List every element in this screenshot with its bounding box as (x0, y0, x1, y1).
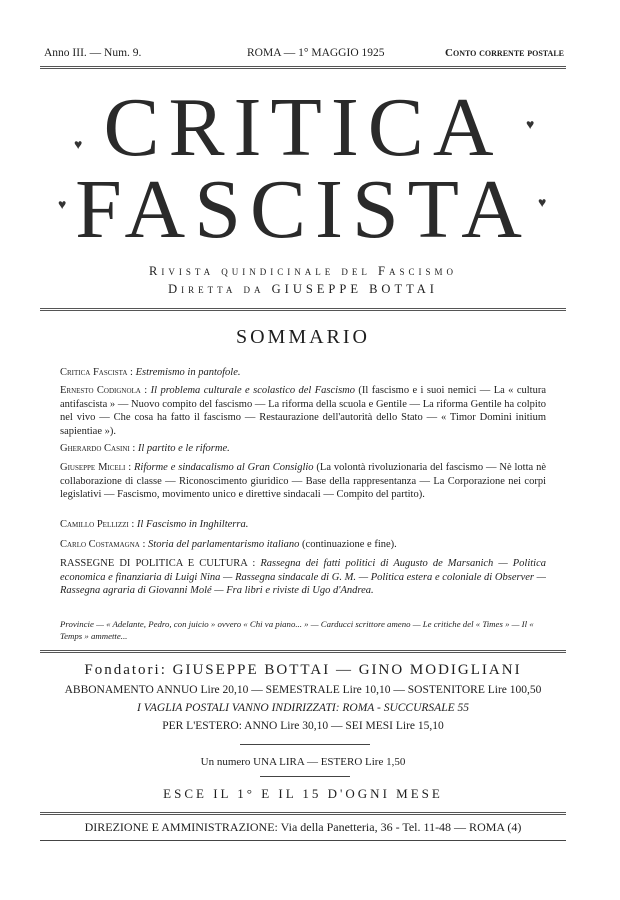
entry-title: Il partito e le riforme. (137, 443, 230, 454)
heart-ornament-icon: ♥ (538, 196, 547, 211)
contents-entry: Ernesto Codignola : Il problema culturale e scolastico del Fascismo (Il fascismo e i suoi nemici — La « cultura antifascista » — Nuovo compito del fascismo — La riforma della scuola e Gentile — La riforma Gentile ha colpito nel vivo — Che cosa ha fatto il fascismo — Restaurazione dell'autorità dello Stato — « Timor Domini initium sapientiae »). (60, 385, 546, 437)
short-divider (240, 744, 370, 745)
postal-account: Conto corrente postale (445, 47, 564, 59)
issue-header (44, 47, 564, 63)
entry-author: Camillo Pellizzi (60, 519, 129, 530)
contents-title: SOMMARIO (235, 326, 371, 348)
masthead-critica: CRITICA (103, 81, 503, 174)
heart-ornament-icon: ♥ (74, 138, 83, 153)
single-issue-price: Un numero UNA LIRA — ESTERO Lire 1,50 (200, 756, 406, 768)
masthead-subtitle: Rivista quindicinale del Fascismo (149, 264, 457, 278)
bottom-rule (40, 812, 566, 815)
entry-author: Critica Fascista (60, 367, 128, 378)
entry-author: RASSEGNE DI POLITICA E CULTURA (60, 558, 248, 569)
short-divider (260, 776, 350, 777)
provincie-note: Provincie — « Adelante, Pedro, con juicio » ovvero « Chi va piano... » — Carducci scrittore ameno — Le critiche del « Times » — Il « Temps » ammette... (60, 619, 534, 641)
entry-author: Gherardo Casini (60, 443, 130, 454)
entry-author: Carlo Costamagna (60, 539, 140, 550)
heart-ornament-icon: ♥ (58, 198, 67, 213)
header-rule (40, 66, 566, 69)
contents-entry: Critica Fascista : Estremismo in pantofole. (60, 367, 241, 378)
address-line: DIREZIONE E AMMINISTRAZIONE: Via della Panetteria, 36 - Tel. 11-48 — ROMA (4) (84, 820, 522, 834)
entry-title: Il problema culturale e scolastico del Fascismo (150, 385, 356, 396)
bottom-line (40, 840, 566, 841)
issue-number: Anno III. — Num. 9. (44, 47, 142, 59)
founders: Fondatori: GIUSEPPE BOTTAI — GINO MODIGLIANI (84, 662, 522, 678)
entry-author: Ernesto Codignola (60, 385, 141, 396)
masthead-director: Diretta da GIUSEPPE BOTTAI (168, 282, 438, 296)
contents-entry: RASSEGNE DI POLITICA E CULTURA : Rassegna dei fatti politici di Augusto de Marsanich — Politica economica e finanziaria di Luigi Nina — Rassegna sindacale di G. M. — Politica estera e coloniale di Observer — Rassegna agraria di Giovanni Molé — Fra libri e riviste di Ugo d'Andrea. (60, 558, 547, 597)
entry-author: Giuseppe Miceli (60, 462, 126, 473)
entry-title: Rassegna dei fatti politici di Augusto de Marsanich — Politica economica e finanziaria di Luigi Nina — Rassegna sindacale di G. M. — Politica estera e coloniale di Observer — Rassegna agraria di Giovanni Molé — Fra libri e riviste di Ugo d'Andrea. (60, 558, 547, 597)
entry-title: Storia del parlamentarismo italiano (148, 539, 300, 550)
entry-title: Riforme e sindacalismo al Gran Consiglio (134, 462, 314, 473)
masthead-rule (40, 308, 566, 311)
entry-details: (Il fascismo e i suoi nemici — La « cultura antifascista » — Nuovo compito del fascismo — La riforma della scuola e Gentile — La riforma Gentile ha colpito nel vivo — Che cosa ha fatto il fascismo — Restaurazione dell'autorità dello Stato — « Timor Domini initium sapientiae »). (60, 385, 546, 437)
entry-title: Il Fascismo in Inghilterra. (136, 519, 249, 530)
contents-entry: Gherardo Casini : Il partito e le riforme. (60, 443, 230, 454)
issue-date: ROMA — 1° MAGGIO 1925 (247, 47, 385, 59)
foreign-rates: PER L'ESTERO: ANNO Lire 30,10 — SEI MESI Lire 15,10 (162, 720, 444, 732)
contents-entry: Carlo Costamagna : Storia del parlamentarismo italiano (continuazione e fine). (60, 539, 397, 550)
entry-details: (La volontà rivoluzionaria del fascismo — Nè lotta nè collaborazione di classe — Riconoscimento giuridico — Base della rappresentanza — La Corporazione nei corpi legislativi — Fascismo, movimento unico e direttive sindacali — Compito del partito). (60, 462, 546, 501)
publication-schedule: ESCE IL 1° E IL 15 D'OGNI MESE (163, 786, 443, 801)
masthead-fascista: FASCISTA (75, 163, 531, 256)
contents-entry: Giuseppe Miceli : Riforme e sindacalismo al Gran Consiglio (La volontà rivoluzionaria del fascismo — Nè lotta nè collaborazione di classe — Riconoscimento giuridico — Base della rappresentanza — La Corporazione nei corpi legislativi — Fascismo, movimento unico e direttive sindacali — Compito del partito). (60, 462, 546, 501)
footer-rule (40, 650, 566, 653)
contents-entry: Camillo Pellizzi : Il Fascismo in Inghilterra. (60, 519, 249, 530)
subscription-rates: ABBONAMENTO ANNUO Lire 20,10 — SEMESTRALE Lire 10,10 — SOSTENITORE Lire 100,50 (64, 684, 542, 696)
entry-title: Estremismo in pantofole. (135, 367, 241, 378)
postal-orders: I VAGLIA POSTALI VANNO INDIRIZZATI: ROMA - SUCCURSALE 55 (137, 702, 469, 714)
heart-ornament-icon: ♥ (526, 118, 535, 133)
